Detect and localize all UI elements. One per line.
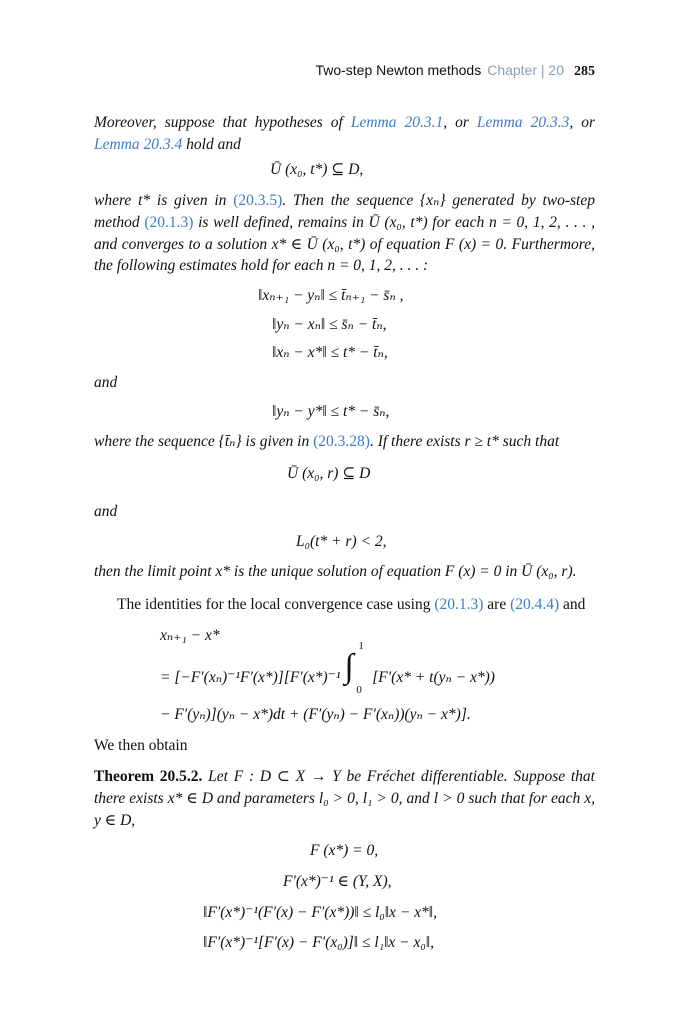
equation-ref-20-4-4[interactable]: (20.4.4)	[510, 596, 560, 613]
integral-lower-limit: 0	[356, 684, 362, 696]
lemma-link-3[interactable]: Lemma 20.3.4	[94, 135, 183, 153]
equation-ref-20-3-28[interactable]: (20.3.28)	[313, 433, 370, 450]
theorem-label: Theorem 20.5.2.	[94, 768, 203, 785]
text: . Then the sequence {xₙ} generated by two-step method	[94, 192, 595, 231]
paragraph-sequence	[94, 431, 595, 453]
text: . If there exists r ≥ t* such that	[369, 433, 560, 450]
equation-ref-20-3-5[interactable]: (20.3.5)	[233, 192, 283, 209]
equation-L0-condition: L₀(t* + r) < 2,	[296, 533, 387, 550]
condition-4: ‖F′(x*)⁻¹[F′(x) − F′(x₀)]‖ ≤ l₁‖x − x₀‖,	[203, 934, 435, 951]
estimate-y: ‖yₙ − y*‖ ≤ t* − s̄ₙ,	[272, 403, 390, 420]
estimate-3: ‖xₙ − x*‖ ≤ t* − t̄ₙ,	[272, 344, 388, 361]
running-header	[315, 62, 595, 80]
identity-part-b: [F′(x* + t(yₙ − x*))	[372, 669, 495, 686]
paragraph-uniqueness: then the limit point x* is the unique solution of equation F (x) = 0 in Ū (x₀, r).	[94, 563, 577, 580]
paragraph-identities	[117, 594, 595, 616]
paragraph-convergence	[94, 190, 595, 277]
running-title: Two-step Newton methods	[315, 62, 482, 78]
lemma-link-2[interactable]: Lemma 20.3.3	[476, 114, 570, 131]
text: where the sequence {t̄ₙ} is given in	[94, 433, 314, 450]
text: The identities for the local convergence case using	[117, 596, 435, 613]
identity-line-1: xₙ₊₁ − x*	[160, 627, 220, 644]
equation-ball-r: Ū (x₀, r) ⊆ D	[287, 465, 371, 482]
integral-upper-limit: 1	[358, 640, 364, 652]
text: and	[559, 596, 586, 613]
text: where t* is given in	[94, 192, 234, 209]
text: Moreover, suppose that hypotheses of	[94, 114, 351, 131]
text: , or	[443, 114, 477, 131]
equation-ref-20-1-3[interactable]: (20.1.3)	[144, 213, 194, 231]
condition-3: ‖F′(x*)⁻¹(F′(x) − F′(x*))‖ ≤ l₀‖x − x*‖,	[203, 904, 437, 921]
text: are	[483, 596, 511, 613]
identity-part-a: = [−F′(xₙ)⁻¹F′(x*)][F′(x*)⁻¹	[160, 669, 341, 686]
equation-ball-subset: Ū (x₀, t*) ⊆ D,	[270, 161, 364, 178]
text: hold and	[182, 135, 241, 153]
text: , or	[569, 114, 595, 131]
paragraph-hypotheses	[94, 112, 595, 156]
equation-ref-20-1-3[interactable]: (20.1.3)	[434, 596, 484, 613]
and-label-1: and	[94, 374, 118, 391]
and-label-2: and	[94, 503, 118, 520]
paragraph-then-obtain: We then obtain	[94, 737, 188, 754]
chapter-label: Chapter | 20	[487, 62, 564, 78]
page-number: 285	[574, 64, 595, 79]
identity-line-2	[160, 640, 495, 696]
integral-sign: ∫ 1 0	[344, 640, 364, 696]
estimate-2: ‖yₙ − xₙ‖ ≤ s̄ₙ − t̄ₙ,	[272, 316, 387, 333]
condition-1: F (x*) = 0,	[310, 842, 379, 859]
lemma-link-1[interactable]: Lemma 20.3.1	[350, 114, 444, 131]
theorem-text: Let F : D ⊂ X → Y be Fréchet differentiable. Suppose that there exists x* ∈ D and parameters l₀ > 0, l₁ > 0, and l > 0 such that for each x, y ∈ D,	[94, 768, 595, 829]
identity-line-3: − F′(yₙ)](yₙ − x*)dt + (F′(yₙ) − F′(xₙ))(yₙ − x*)].	[160, 706, 471, 723]
condition-2: F′(x*)⁻¹ ∈ (Y, X),	[283, 873, 392, 890]
estimate-1: ‖xₙ₊₁ − yₙ‖ ≤ t̄ₙ₊₁ − s̄ₙ ,	[258, 287, 404, 304]
text: is well defined, remains in Ū (x₀, t*) for each n = 0, 1, 2, . . . , and converges to a solution x* ∈ Ū (x₀, t*) of equation F (x) = 0. Furthermore, the following estimates hold for each n = 0, 1, 2, . . . :	[94, 213, 595, 275]
theorem-20-5-2	[94, 766, 595, 831]
